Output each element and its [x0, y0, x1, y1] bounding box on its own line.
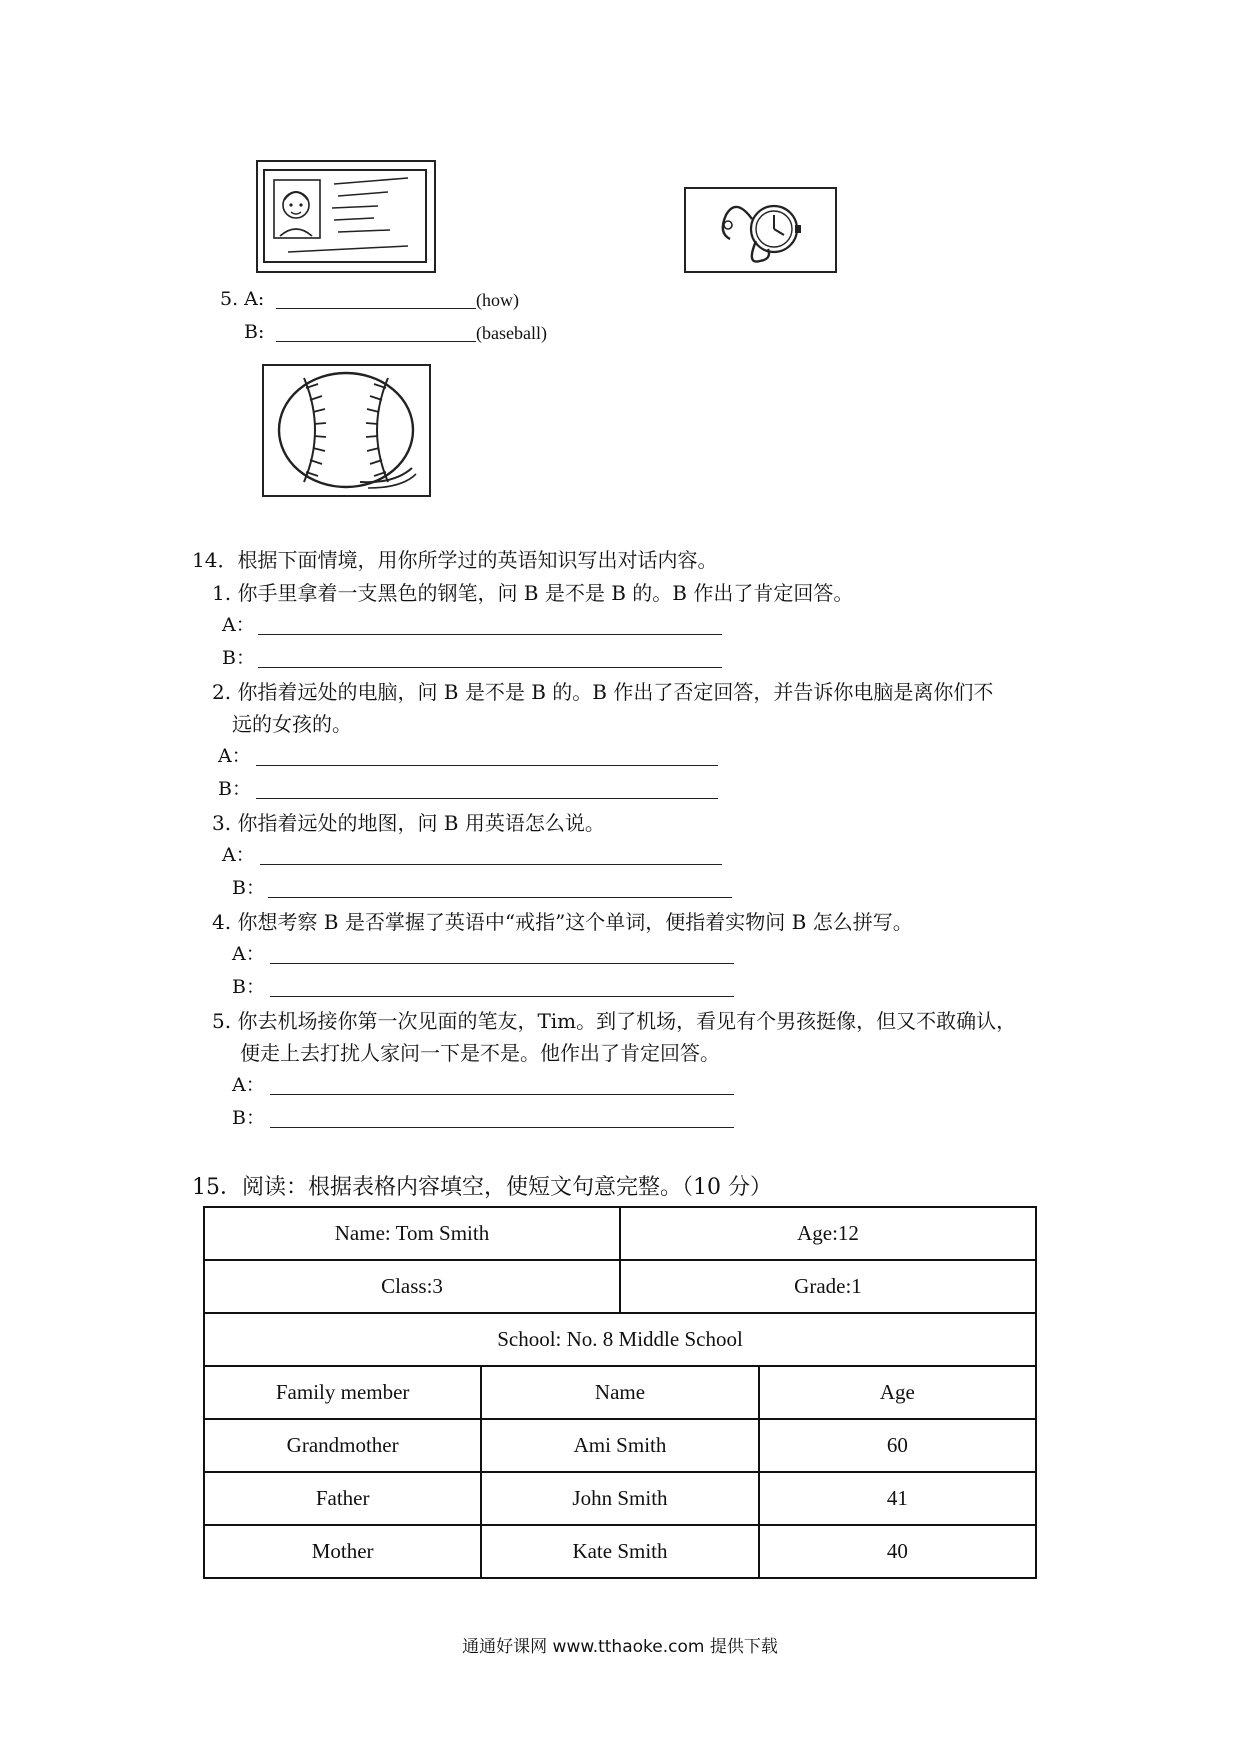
member-age-cell: 41 — [759, 1472, 1036, 1525]
wristwatch-picture — [684, 187, 837, 273]
item5-b-label: B: — [244, 321, 265, 343]
member-age-cell: 40 — [759, 1525, 1036, 1578]
table-row — [204, 1207, 1036, 1260]
footer-text: 通通好课网 www.tthaoke.com 提供下载 — [462, 1637, 778, 1657]
member-name-cell: Kate Smith — [481, 1525, 758, 1578]
school-cell: School: No. 8 Middle School — [204, 1313, 1036, 1366]
q14-item2-text-cont: 远的女孩的。 — [232, 712, 352, 736]
q14-item2-a-line[interactable] — [256, 765, 718, 766]
q14-item5-text-cont: 便走上去打扰人家问一下是不是。他作出了肯定回答。 — [240, 1041, 720, 1065]
q14-item5-a-label: A： — [232, 1074, 265, 1096]
q14-item3-b-label: B： — [232, 877, 265, 899]
item5-b-hint: (baseball) — [476, 323, 547, 343]
baseball-icon — [264, 366, 429, 495]
member-cell: Mother — [204, 1525, 481, 1578]
q14-item2-b-line[interactable] — [256, 798, 718, 799]
item5-a-answer-line[interactable] — [276, 308, 476, 309]
header-name: Name — [481, 1366, 758, 1419]
table-row — [204, 1260, 1036, 1313]
id-card-picture — [256, 160, 436, 273]
q14-item4-a-label: A： — [232, 943, 265, 965]
q14-item4-text: 4. 你想考察 B 是否掌握了英语中“戒指”这个单词，便指着实物问 B 怎么拼写。 — [212, 910, 913, 934]
q14-item5-text: 5. 你去机场接你第一次见面的笔友，Tim。到了机场，看见有个男孩挺像，但又不敢确认， — [212, 1009, 1017, 1033]
q14-item3-text: 3. 你指着远处的地图，问 B 用英语怎么说。 — [212, 811, 605, 835]
member-age-cell: 60 — [759, 1419, 1036, 1472]
class-cell: Class:3 — [204, 1260, 620, 1313]
item5-a-hint: (how) — [476, 290, 519, 310]
q14-item3-a-label: A： — [222, 844, 255, 866]
q14-item2-text: 2. 你指着远处的电脑，问 B 是不是 B 的。B 作出了否定回答，并告诉你电脑是离你们不 — [212, 680, 994, 704]
id-card-icon — [258, 162, 434, 271]
member-cell: Father — [204, 1472, 481, 1525]
member-cell: Grandmother — [204, 1419, 481, 1472]
item5-a-label: 5. A: — [220, 288, 265, 310]
q14-item3-b-line[interactable] — [268, 897, 732, 898]
name-cell: Name: Tom Smith — [204, 1207, 620, 1260]
wristwatch-icon — [686, 189, 835, 271]
q14-item1-a-label: A： — [222, 614, 255, 636]
table-row — [204, 1313, 1036, 1366]
header-age: Age — [759, 1366, 1036, 1419]
table-row — [204, 1525, 1036, 1578]
q14-item5-b-line[interactable] — [270, 1127, 734, 1128]
info-table — [203, 1206, 1037, 1579]
member-name-cell: John Smith — [481, 1472, 758, 1525]
q14-item1-a-line[interactable] — [258, 634, 722, 635]
table-row — [204, 1419, 1036, 1472]
age-cell: Age:12 — [620, 1207, 1036, 1260]
q14-item1-text: 1. 你手里拿着一支黑色的钢笔，问 B 是不是 B 的。B 作出了肯定回答。 — [212, 581, 854, 605]
q14-item5-b-label: B： — [232, 1107, 265, 1129]
item5-b-answer-line[interactable] — [276, 341, 476, 342]
table-row — [204, 1472, 1036, 1525]
q14-item5-a-line[interactable] — [270, 1094, 734, 1095]
baseball-picture — [262, 364, 431, 497]
q14-item2-a-label: A： — [218, 745, 251, 767]
grade-cell: Grade:1 — [620, 1260, 1036, 1313]
q14-item4-a-line[interactable] — [270, 963, 734, 964]
q14-item2-b-label: B： — [218, 778, 251, 800]
header-family-member: Family member — [204, 1366, 481, 1419]
table-header-row — [204, 1366, 1036, 1419]
q14-item1-b-label: B： — [222, 647, 255, 669]
q14-title: 14．根据下面情境，用你所学过的英语知识写出对话内容。 — [192, 548, 718, 572]
q14-item3-a-line[interactable] — [260, 864, 722, 865]
q15-title: 15．阅读：根据表格内容填空，使短文句意完整。（10 分） — [192, 1175, 772, 1200]
member-name-cell: Ami Smith — [481, 1419, 758, 1472]
q14-item4-b-line[interactable] — [270, 996, 734, 997]
q14-item1-b-line[interactable] — [258, 667, 722, 668]
q14-item4-b-label: B： — [232, 976, 265, 998]
